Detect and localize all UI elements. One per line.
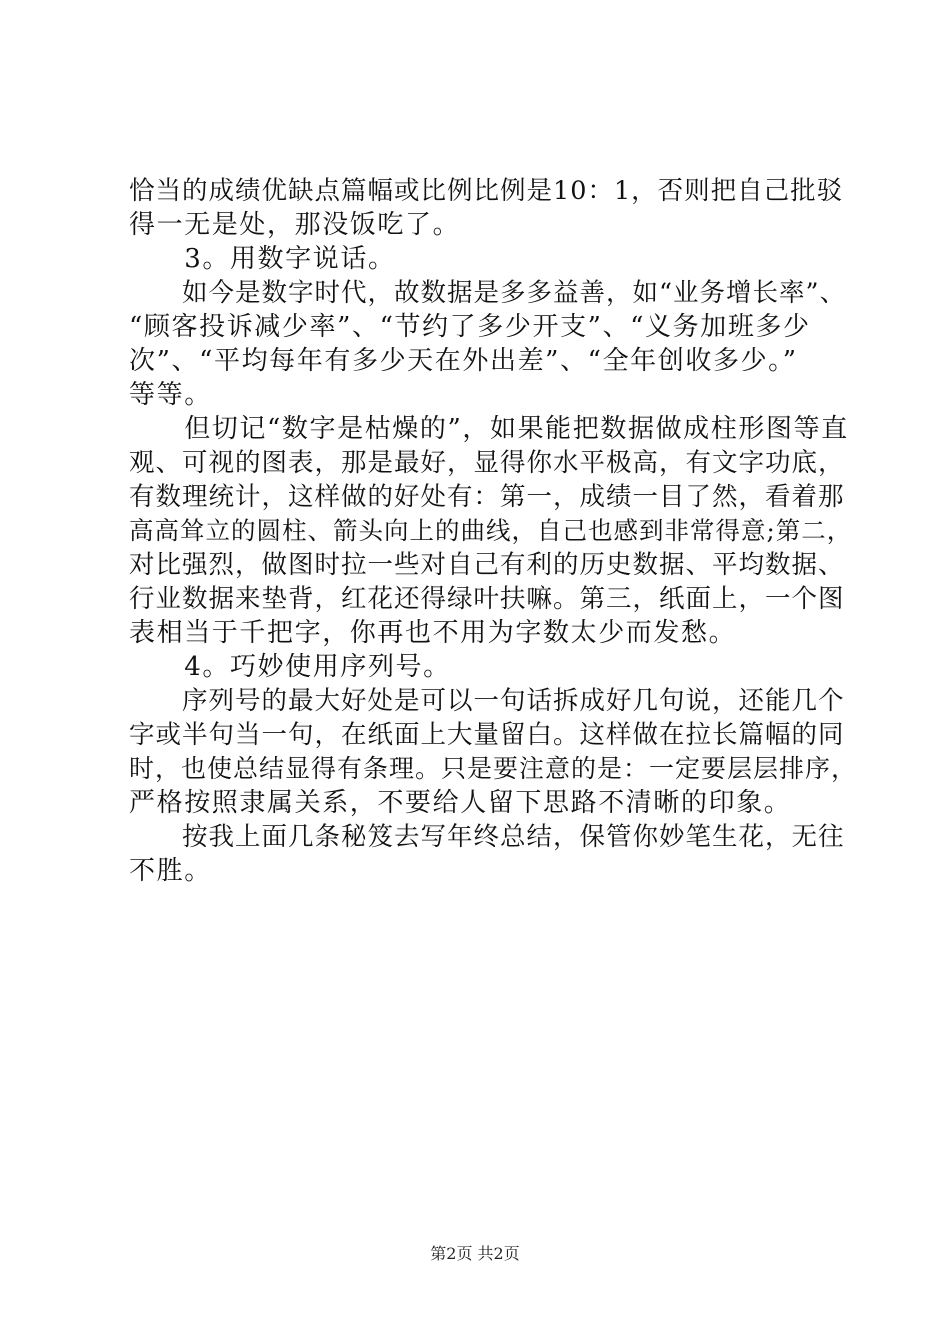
text-line: 等等。 (129, 380, 212, 410)
text-line: 表相当于千把字，你再也不用为字数太少而发愁。 (129, 618, 737, 648)
text-line: 不胜。 (129, 856, 212, 886)
section-heading: 3。用数字说话。 (129, 244, 396, 274)
text-line: 但切记“数字是枯燥的”，如果能把数据做成柱形图等直 (129, 414, 849, 444)
text-line: 序列号的最大好处是可以一句话拆成好几句说，还能几个 (129, 686, 845, 716)
text-line: 高高耸立的圆柱、箭头向上的曲线，自己也感到非常得意;第二， (129, 516, 853, 545)
section-heading: 4。巧妙使用序列号。 (129, 652, 451, 682)
text-line: 如今是数字时代，故数据是多多益善，如“业务增长率”、 (129, 278, 847, 308)
text-line: “顾客投诉减少率”、“节约了多少开支”、“义务加班多少 (129, 312, 811, 342)
text-line: 严格按照隶属关系，不要给人留下思路不清晰的印象。 (129, 788, 792, 818)
text-line: 字或半句当一句，在纸面上大量留白。这样做在拉长篇幅的同 (129, 720, 845, 750)
text-line: 观、可视的图表，那是最好，显得你水平极高，有文字功底， (129, 448, 845, 478)
text-line: 恰当的成绩优缺点篇幅或比例比例是10：1，否则把自己批驳 (129, 176, 844, 206)
text-line: 行业数据来垫背，红花还得绿叶扶嘛。第三，纸面上，一个图 (129, 584, 845, 614)
text-line: 得一无是处，那没饭吃了。 (129, 210, 461, 240)
page-number-footer: 第2页 共2页 (430, 1244, 520, 1263)
text-line: 时，也使总结显得有条理。只是要注意的是：一定要层层排序， (129, 754, 858, 783)
text-line: 按我上面几条秘笈去写年终总结，保管你妙笔生花，无往 (129, 822, 845, 852)
text-line: 对比强烈，做图时拉一些对自己有利的历史数据、平均数据、 (129, 550, 845, 580)
text-line: 有数理统计，这样做的好处有：第一，成绩一目了然，看着那 (129, 482, 845, 512)
text-line: 次”、“平均每年有多少天在外出差”、“全年创收多少。” (129, 346, 798, 376)
